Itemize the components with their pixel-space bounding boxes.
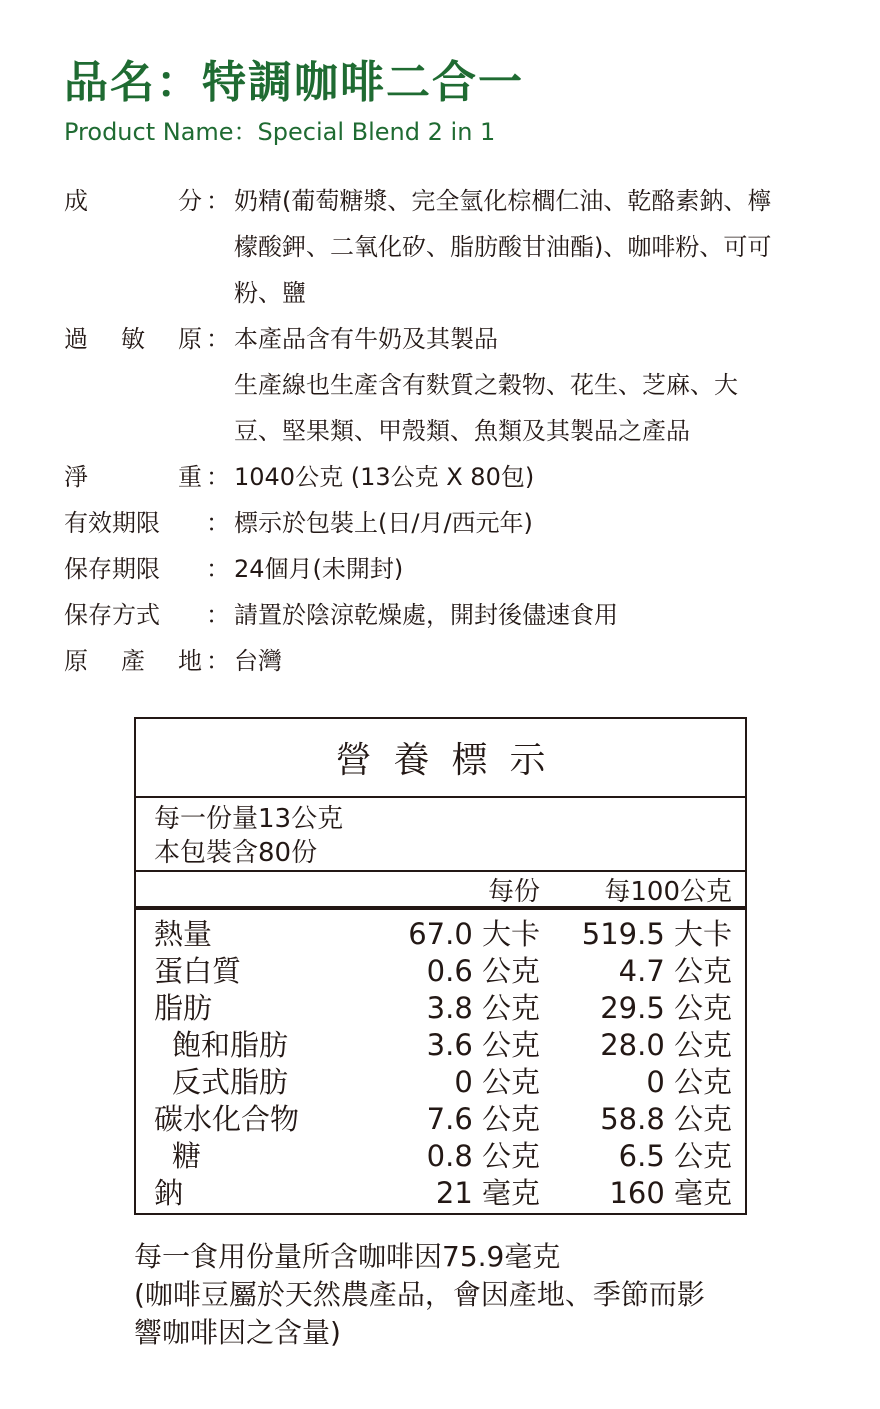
column-per-100g: 每100公克 (604, 876, 732, 907)
colon: ： (206, 647, 230, 675)
nutrition-row-protein: 蛋白質 0.6 公克 4.7 公克 (154, 954, 732, 988)
product-info-list (64, 178, 824, 684)
servings-per-package: 本包裝含80份 (154, 838, 318, 868)
nutrition-title: 營養標示 (136, 719, 745, 798)
info-row-storage (64, 592, 824, 638)
info-value: 台灣 (234, 647, 282, 675)
colon: ： (206, 325, 230, 353)
info-row-ingredients (64, 178, 824, 316)
info-value: 24個月(未開封) (234, 555, 404, 583)
info-label: 過 敏 原 (64, 325, 202, 353)
nutrition-row-fat: 脂肪 3.8 公克 29.5 公克 (154, 991, 732, 1025)
nutrition-row-carbohydrate: 碳水化合物 7.6 公克 58.8 公克 (154, 1102, 732, 1136)
info-row-net-weight (64, 454, 824, 500)
info-row-shelf-life (64, 546, 824, 592)
nutrition-header-row (136, 870, 745, 910)
info-value: 1040公克 (13公克 X 80包) (234, 463, 535, 491)
info-label: 保存期限 (64, 555, 160, 583)
info-label: 淨 重 (64, 463, 202, 491)
nutrition-row-sugar: 糖 0.8 公克 6.5 公克 (172, 1139, 732, 1173)
product-title-chinese: 品名：特調咖啡二合一 (64, 57, 524, 108)
product-title-english: Product Name：Special Blend 2 in 1 (64, 118, 496, 146)
serving-size: 每一份量13公克 (154, 804, 344, 834)
info-value: 奶精(葡萄糖漿、完全氫化棕櫚仁油、乾酪素鈉、檸 檬酸鉀、二氧化矽、脂肪酸甘油酯)、咖啡粉、可可 粉、鹽 (234, 187, 772, 307)
serving-info (136, 802, 745, 870)
info-value: 本產品含有牛奶及其製品 生產線也生產含有麩質之穀物、花生、芝麻、大 豆、堅果類、甲殼類、魚類及其製品之產品 (234, 325, 738, 445)
column-per-serving: 每份 (487, 876, 540, 907)
colon: ： (206, 601, 230, 629)
info-row-expiry (64, 500, 824, 546)
info-label: 成 分 (64, 187, 202, 215)
info-label: 有效期限 (64, 509, 160, 537)
colon: ： (206, 187, 230, 215)
nutrition-row-saturated-fat: 飽和脂肪 3.6 公克 28.0 公克 (172, 1028, 732, 1062)
nutrition-row-calories: 熱量 67.0 大卡 519.5 大卡 (154, 917, 732, 951)
nutrition-facts-table (134, 717, 747, 1215)
colon: ： (206, 555, 230, 583)
colon: ： (206, 463, 230, 491)
info-value: 請置於陰涼乾燥處，開封後儘速食用 (234, 601, 618, 629)
info-label: 原 產 地 (64, 647, 202, 675)
caffeine-note: 每一食用份量所含咖啡因75.9毫克 (咖啡豆屬於天然農產品，會因產地、季節而影 響咖啡因之含量) (134, 1240, 705, 1349)
nutrition-row-sodium: 鈉 21 毫克 160 毫克 (154, 1176, 732, 1210)
info-row-allergens (64, 316, 824, 454)
colon: ： (206, 509, 230, 537)
info-value: 標示於包裝上(日/月/西元年) (234, 509, 533, 537)
info-row-origin (64, 638, 824, 684)
info-label: 保存方式 (64, 601, 160, 629)
nutrition-rows (136, 910, 745, 1212)
nutrition-row-trans-fat: 反式脂肪 0 公克 0 公克 (172, 1065, 732, 1099)
